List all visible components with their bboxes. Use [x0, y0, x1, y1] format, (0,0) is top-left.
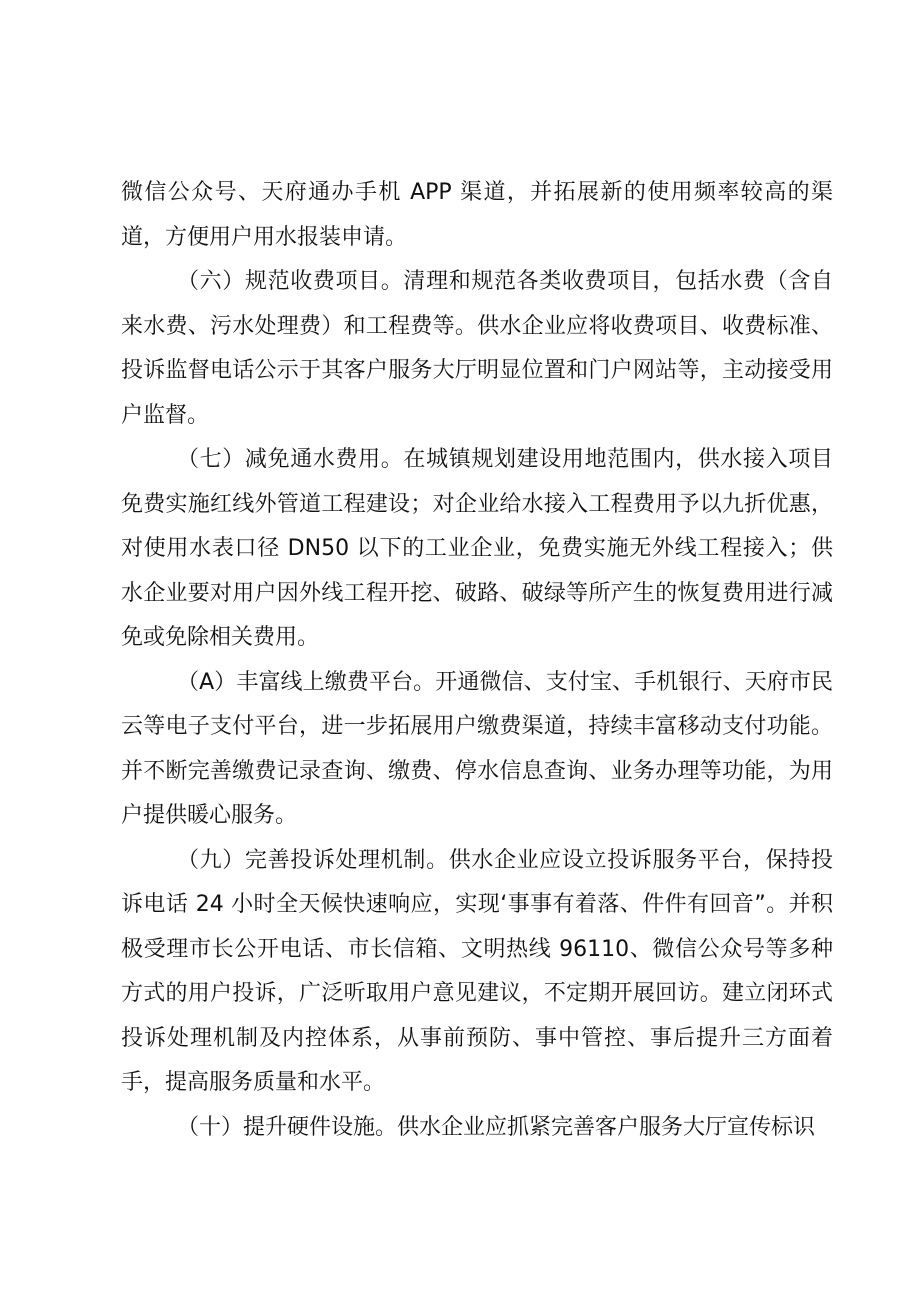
paragraph-item-8: （A）丰富线上缴费平台。开通微信、支付宝、手机银行、天府市民云等电子支付平台，进一步拓展用户缴费渠道，持续丰富移动支付功能。并不断完善缴费记录查询、缴费、停水信息查询、业务办理等功能，为用户提供暖心服务。: [121, 669, 833, 828]
paragraph-item-9: （九）完善投诉处理机制。供水企业应设立投诉服务平台，保持投诉电话 24 小时全天候快速响应，实现‘事事有着落、件件有回音”。并积极受理市长公开电话、市长信箱、文明热线 96110、微信公众号等多种方式的用户投诉，广泛听取用户意见建议，不定期开展回访。建立闭环式投诉处理机制及内控体系，从事前预防、事中管控、事后提升三方面着手，提高服务质量和水平。: [121, 847, 833, 1095]
paragraph-item-6: （六）规范收费项目。清理和规范各类收费项目，包括水费（含自来水费、污水处理费）和工程费等。供水企业应将收费项目、收费标准、投诉监督电话公示于其客户服务大厅明显位置和门户网站等，主动接受用户监督。: [121, 269, 833, 428]
document-body: [121, 171, 833, 1150]
paragraph-item-7: （七）减免通水费用。在城镇规划建设用地范围内，供水接入项目免费实施红线外管道工程建设；对企业给水接入工程费用予以九折优惠，对使用水表口径 DN50 以下的工业企业，免费实施无外线工程接入；供水企业要对用户因外线工程开挖、破路、破绿等所产生的恢复费用进行减免或免除相关费用。: [121, 447, 833, 650]
paragraph-item-10: （十）提升硬件设施。供水企业应抓紧完善客户服务大厅宣传标识: [177, 1114, 816, 1140]
paragraph-continued: 微信公众号、天府通办手机 APP 渠道，并拓展新的使用频率较高的渠道，方便用户用水报装申请。: [121, 180, 833, 250]
